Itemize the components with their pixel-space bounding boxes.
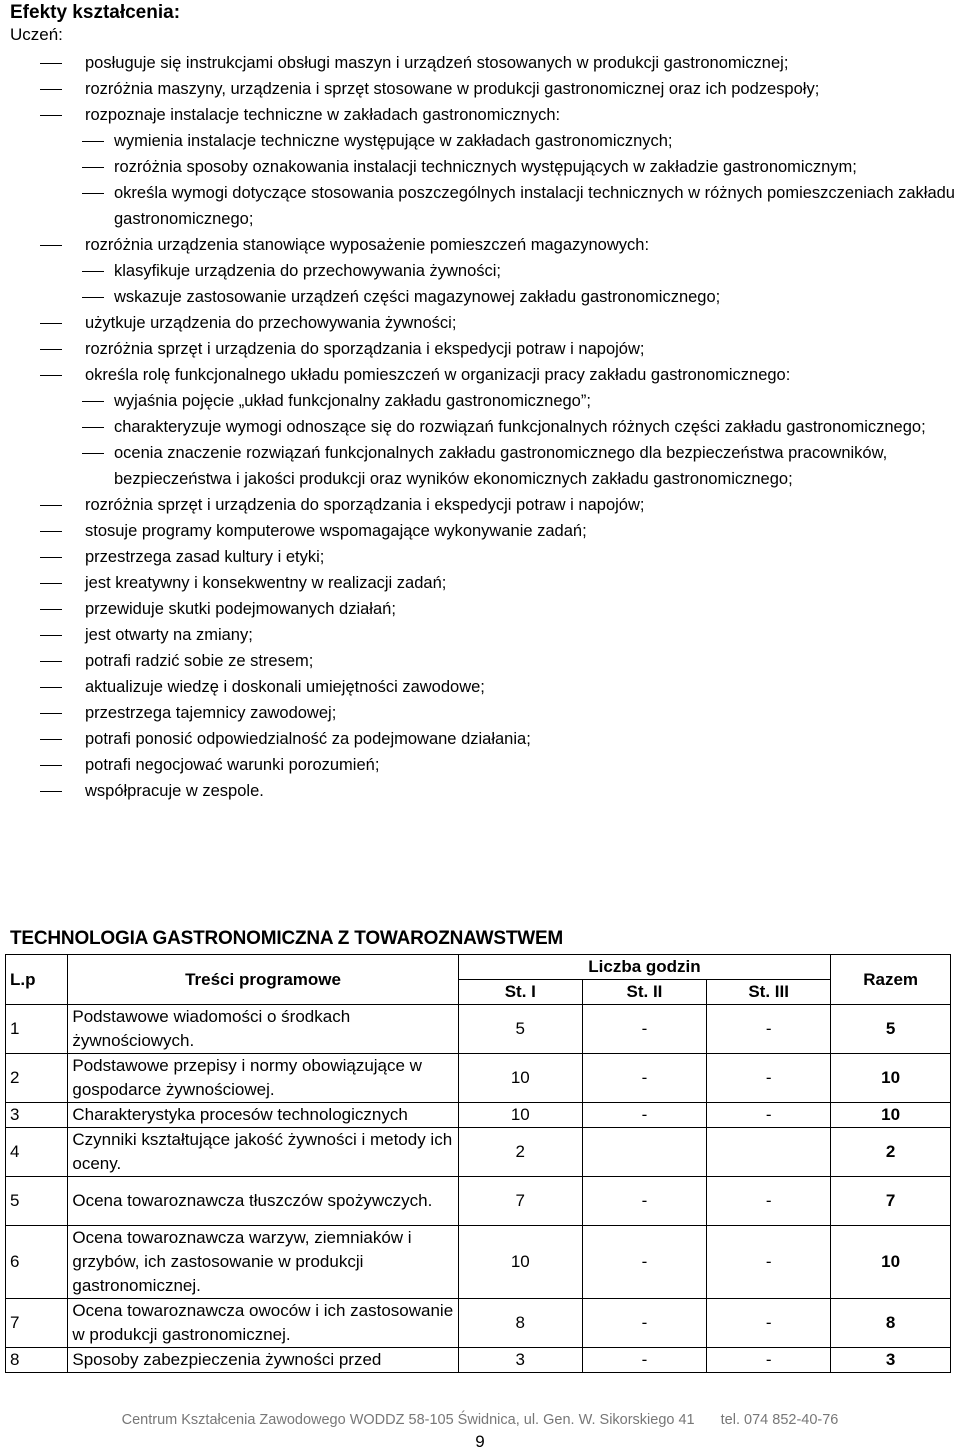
dash-bullet-icon: [40, 349, 62, 350]
list-item: [0, 648, 960, 674]
header-hours: Liczba godzin: [458, 955, 831, 980]
list-item: [0, 674, 960, 700]
list-item: [0, 76, 960, 102]
table-row: [6, 1054, 951, 1103]
row-total: 8: [831, 1299, 951, 1348]
row-st3: -: [707, 1103, 831, 1128]
row-number: 2: [6, 1054, 68, 1103]
row-st1: 10: [458, 1103, 582, 1128]
sub-list-item: [0, 180, 960, 232]
dash-bullet-icon: [82, 271, 104, 272]
row-total: 2: [831, 1128, 951, 1177]
list-item-text: stosuje programy komputerowe wspomagające wykonywanie zadań;: [85, 522, 587, 540]
program-table: [5, 954, 951, 1373]
row-st3: -: [707, 1299, 831, 1348]
list-item: [0, 778, 960, 804]
dash-bullet-icon: [40, 557, 62, 558]
row-st3: -: [707, 1177, 831, 1226]
row-number: 6: [6, 1226, 68, 1299]
list-item: [0, 752, 960, 778]
dash-bullet-icon: [40, 375, 62, 376]
list-item-text: wskazuje zastosowanie urządzeń części magazynowej zakładu gastronomicznego;: [114, 288, 721, 306]
list-item: [0, 622, 960, 648]
row-st2: -: [582, 1177, 706, 1226]
list-item-text: rozróżnia urządzenia stanowiące wyposażenie pomieszczeń magazynowych:: [85, 236, 650, 254]
header-st3: St. III: [707, 980, 831, 1005]
header-total: Razem: [831, 955, 951, 1005]
list-item-text: potrafi radzić sobie ze stresem;: [85, 652, 314, 670]
list-item-text: przestrzega tajemnicy zawodowej;: [85, 704, 337, 722]
footer-phone: tel. 074 852-40-76: [720, 1412, 839, 1428]
list-item-text: wymienia instalacje techniczne występujące w zakładach gastronomicznych;: [114, 132, 673, 150]
row-number: 1: [6, 1005, 68, 1054]
row-content: Ocena towaroznawcza tłuszczów spożywczych.: [68, 1177, 458, 1226]
dash-bullet-icon: [40, 609, 62, 610]
list-item-text: rozróżnia sprzęt i urządzenia do sporządzania i ekspedycji potraw i napojów;: [85, 340, 645, 358]
row-st3: -: [707, 1348, 831, 1373]
row-content: Charakterystyka procesów technologicznych: [68, 1103, 458, 1128]
dash-bullet-icon: [40, 791, 62, 792]
row-content: Czynniki kształtujące jakość żywności i metody ich oceny.: [68, 1128, 458, 1177]
list-item: [0, 336, 960, 362]
row-total: 5: [831, 1005, 951, 1054]
table-row: [6, 1226, 951, 1299]
row-content: Podstawowe przepisy i normy obowiązujące w gospodarce żywnościowej.: [68, 1054, 458, 1103]
list-item-text: klasyfikuje urządzenia do przechowywania żywności;: [114, 262, 502, 280]
list-item-text: przestrzega zasad kultury i etyki;: [85, 548, 325, 566]
row-content: Sposoby zabezpieczenia żywności przed: [68, 1348, 458, 1373]
section-subject: Uczeń:: [10, 25, 63, 44]
dash-bullet-icon: [82, 297, 104, 298]
list-item-text: jest otwarty na zmiany;: [85, 626, 253, 644]
row-st2: -: [582, 1005, 706, 1054]
list-item-text: rozróżnia sposoby oznakowania instalacji technicznych występujących w zakładzie gastronomicznym;: [114, 158, 857, 176]
list-item: [0, 596, 960, 622]
row-number: 3: [6, 1103, 68, 1128]
list-item-text: aktualizuje wiedzę i doskonali umiejętności zawodowe;: [85, 678, 485, 696]
list-item: [0, 700, 960, 726]
row-total: 7: [831, 1177, 951, 1226]
dash-bullet-icon: [82, 453, 104, 454]
row-total: 10: [831, 1054, 951, 1103]
table-row: [6, 1005, 951, 1054]
row-st1: 7: [458, 1177, 582, 1226]
row-st1: 5: [458, 1005, 582, 1054]
list-item-text: posługuje się instrukcjami obsługi maszyn i urządzeń stosowanych w produkcji gastronomicznej;: [85, 54, 789, 72]
list-item-text: rozpoznaje instalacje techniczne w zakładach gastronomicznych:: [85, 106, 561, 124]
dash-bullet-icon: [40, 765, 62, 766]
sub-list-item: [0, 284, 960, 310]
dash-bullet-icon: [40, 63, 62, 64]
table-row: [6, 1299, 951, 1348]
dash-bullet-icon: [40, 245, 62, 246]
dash-bullet-icon: [40, 687, 62, 688]
list-item-text: rozróżnia maszyny, urządzenia i sprzęt stosowane w produkcji gastronomicznej oraz ich podzespoły;: [85, 80, 820, 98]
list-item-text: ocenia znaczenie rozwiązań funkcjonalnych zakładu gastronomicznego dla bezpieczeństwa pracowników, bezpieczeństwa i jakości produkcji oraz wyników ekonomicznych zakładu gastronomicznego;: [114, 444, 888, 488]
list-item: [0, 544, 960, 570]
row-number: 4: [6, 1128, 68, 1177]
row-number: 8: [6, 1348, 68, 1373]
list-item-text: potrafi negocjować warunki porozumień;: [85, 756, 380, 774]
dash-bullet-icon: [40, 713, 62, 714]
dash-bullet-icon: [40, 635, 62, 636]
row-number: 5: [6, 1177, 68, 1226]
list-item: [0, 492, 960, 518]
sub-list-item: [0, 128, 960, 154]
table-row: [6, 1177, 951, 1226]
list-item-text: wyjaśnia pojęcie „układ funkcjonalny zakładu gastronomicznego”;: [114, 392, 591, 410]
sub-list-item: [0, 258, 960, 284]
sub-list-item: [0, 414, 960, 440]
row-st1: 3: [458, 1348, 582, 1373]
list-item: [0, 310, 960, 336]
header-lp: L.p: [6, 955, 68, 1005]
list-item-text: jest kreatywny i konsekwentny w realizacji zadań;: [85, 574, 447, 592]
list-item: [0, 232, 960, 258]
dash-bullet-icon: [82, 141, 104, 142]
row-st2: [582, 1128, 706, 1177]
row-content: Podstawowe wiadomości o środkach żywnościowych.: [68, 1005, 458, 1054]
table-row: [6, 1128, 951, 1177]
outcomes-list: [0, 50, 960, 804]
dash-bullet-icon: [40, 115, 62, 116]
row-st3: -: [707, 1054, 831, 1103]
dash-bullet-icon: [40, 661, 62, 662]
header-content: Treści programowe: [68, 955, 458, 1005]
header-st2: St. II: [582, 980, 706, 1005]
row-st3: -: [707, 1226, 831, 1299]
row-st1: 10: [458, 1054, 582, 1103]
row-st2: -: [582, 1054, 706, 1103]
dash-bullet-icon: [40, 739, 62, 740]
table-row: [6, 1103, 951, 1128]
sub-list-item: [0, 154, 960, 180]
dash-bullet-icon: [40, 505, 62, 506]
list-item-text: rozróżnia sprzęt i urządzenia do sporządzania i ekspedycji potraw i napojów;: [85, 496, 645, 514]
technology-title: TECHNOLOGIA GASTRONOMICZNA Z TOWAROZNAWSTWEM: [10, 928, 564, 949]
sub-list-item: [0, 388, 960, 414]
page-number: 9: [475, 1432, 485, 1451]
row-st3: -: [707, 1005, 831, 1054]
row-st1: 8: [458, 1299, 582, 1348]
list-item: [0, 518, 960, 544]
dash-bullet-icon: [40, 583, 62, 584]
list-item: [0, 570, 960, 596]
row-total: 10: [831, 1103, 951, 1128]
row-total: 3: [831, 1348, 951, 1373]
dash-bullet-icon: [40, 531, 62, 532]
row-st1: 2: [458, 1128, 582, 1177]
footer: [0, 1412, 960, 1428]
list-item: [0, 102, 960, 128]
row-st2: -: [582, 1348, 706, 1373]
row-content: Ocena towaroznawcza warzyw, ziemniaków i grzybów, ich zastosowanie w produkcji gastronomicznej.: [68, 1226, 458, 1299]
header-st1: St. I: [458, 980, 582, 1005]
list-item: [0, 726, 960, 752]
footer-address: Centrum Kształcenia Zawodowego WODDZ 58-105 Świdnica, ul. Gen. W. Sikorskiego 41: [121, 1412, 695, 1428]
dash-bullet-icon: [82, 401, 104, 402]
row-st2: -: [582, 1103, 706, 1128]
list-item-text: przewiduje skutki podejmowanych działań;: [85, 600, 396, 618]
dash-bullet-icon: [40, 323, 62, 324]
dash-bullet-icon: [40, 89, 62, 90]
section-heading: Efekty kształcenia:: [10, 2, 181, 23]
row-st3: [707, 1128, 831, 1177]
list-item-text: charakteryzuje wymogi odnoszące się do rozwiązań funkcjonalnych różnych części zakładu gastronomicznego;: [114, 418, 926, 436]
sub-list-item: [0, 440, 960, 492]
list-item-text: użytkuje urządzenia do przechowywania żywności;: [85, 314, 457, 332]
row-st2: -: [582, 1226, 706, 1299]
list-item: [0, 362, 960, 388]
row-st2: -: [582, 1299, 706, 1348]
list-item-text: współpracuje w zespole.: [85, 782, 264, 800]
list-item-text: określa wymogi dotyczące stosowania poszczególnych instalacji technicznych w różnych pomieszczeniach zakładu gastronomicznego;: [114, 184, 955, 228]
row-number: 7: [6, 1299, 68, 1348]
dash-bullet-icon: [82, 167, 104, 168]
dash-bullet-icon: [82, 193, 104, 194]
dash-bullet-icon: [82, 427, 104, 428]
list-item: [0, 50, 960, 76]
list-item-text: określa rolę funkcjonalnego układu pomieszczeń w organizacji pracy zakładu gastronomicznego:: [85, 366, 791, 384]
row-content: Ocena towaroznawcza owoców i ich zastosowanie w produkcji gastronomicznej.: [68, 1299, 458, 1348]
list-item-text: potrafi ponosić odpowiedzialność za podejmowane działania;: [85, 730, 531, 748]
row-total: 10: [831, 1226, 951, 1299]
row-st1: 10: [458, 1226, 582, 1299]
table-row: [6, 1348, 951, 1373]
